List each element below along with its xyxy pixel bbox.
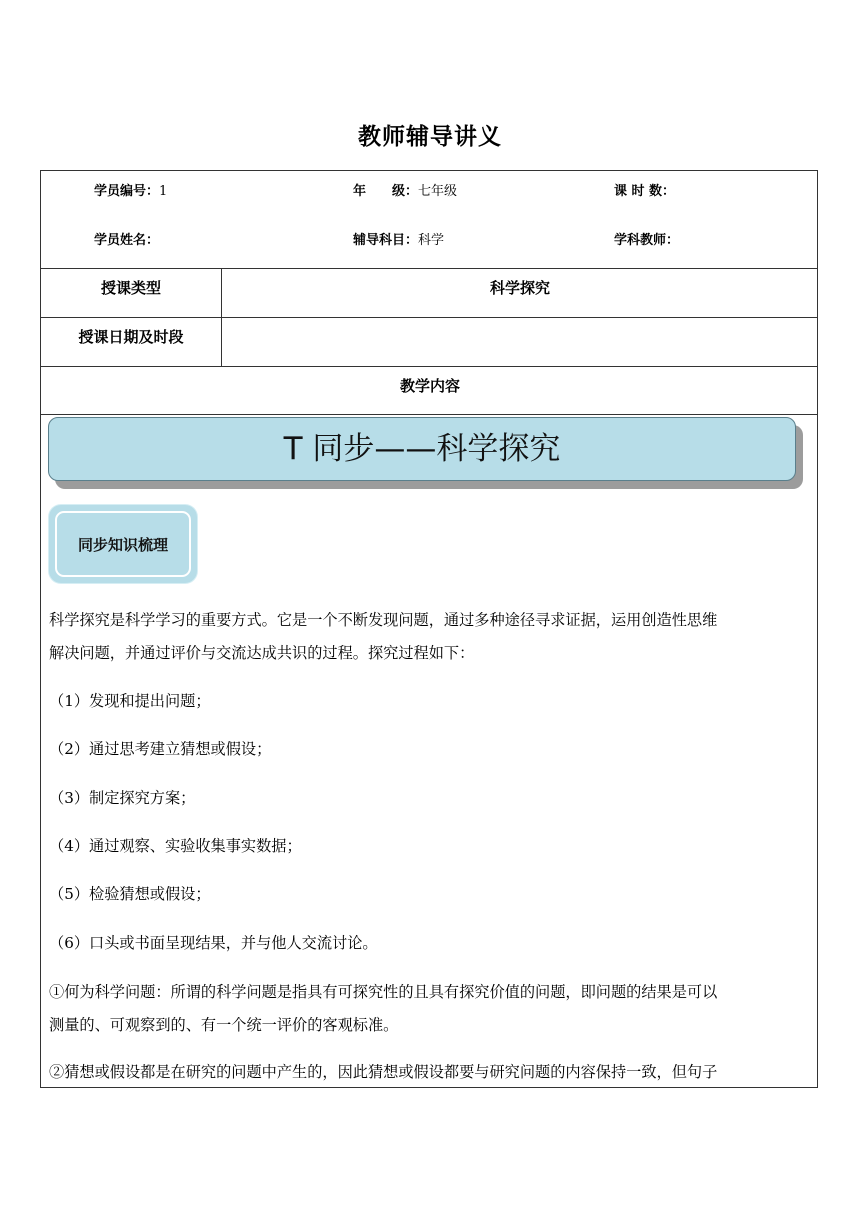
list-item: （5）检验猜想或假设； [49, 885, 211, 903]
divider [41, 414, 817, 415]
note-line: ①何为科学问题：所谓的科学问题是指具有可探究性的且具有探究价值的问题，即问题的结果是可以 [49, 983, 718, 1001]
student-name-field [94, 229, 159, 248]
list-item: （4）通过观察、实验收集事实数据； [49, 837, 302, 855]
hours-label: 课 时 数： [614, 184, 676, 199]
note-line: 测量的、可观察到的、有一个统一评价的客观标准。 [49, 1016, 399, 1034]
divider [41, 366, 817, 367]
divider [41, 268, 817, 269]
list-item: （6）口头或书面呈现结果，并与他人交流讨论。 [49, 934, 378, 952]
list-item: （3）制定探究方案； [49, 789, 196, 807]
subject-label: 辅导科目： [353, 233, 419, 248]
grade-value: 七年级 [418, 184, 458, 199]
student-id-label: 学员编号： [94, 184, 160, 199]
list-item: （2）通过思考建立猜想或假设； [49, 740, 272, 758]
section-badge [49, 505, 197, 583]
date-label: 授课日期及时段 [78, 328, 184, 346]
student-id-value: 1 [159, 184, 168, 199]
type-label: 授课类型 [100, 279, 161, 297]
content-label: 教学内容 [399, 377, 460, 395]
lecture-table [40, 170, 818, 1088]
hours-field [614, 180, 675, 199]
subject-value: 科学 [418, 233, 445, 248]
badge-label: 同步知识梳理 [55, 511, 191, 577]
teacher-field [614, 229, 679, 248]
student-id-field [94, 180, 167, 199]
page-title: 教师辅导讲义 [358, 124, 502, 150]
grade-field [353, 180, 457, 199]
intro-line: 解决问题，并通过评价与交流达成共识的过程。探究过程如下： [49, 644, 475, 662]
student-name-label: 学员姓名： [94, 233, 160, 248]
note-line: ②猜想或假设都是在研究的问题中产生的，因此猜想或假设都要与研究问题的内容保持一致，但句子 [49, 1063, 718, 1081]
intro-line: 科学探究是科学学习的重要方式。它是一个不断发现问题，通过多种途径寻求证据，运用创造性思维 [49, 611, 718, 629]
list-item: （1）发现和提出问题； [49, 692, 211, 710]
type-value: 科学探究 [489, 279, 550, 297]
subject-field [353, 229, 444, 248]
section-banner: T 同步——科学探究 [48, 417, 796, 481]
teacher-label: 学科教师： [614, 233, 680, 248]
grade-label: 年 级： [353, 184, 419, 199]
divider [41, 317, 817, 318]
